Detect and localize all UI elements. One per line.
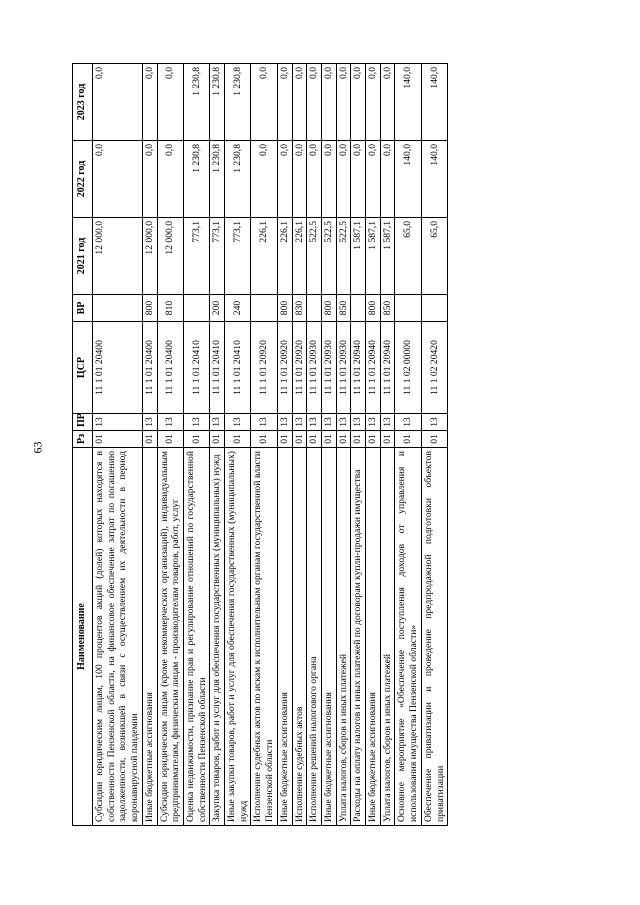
table-row bbox=[321, 64, 336, 826]
cell-rz: 01 bbox=[225, 431, 251, 448]
cell-y2021: 1 587,1 bbox=[351, 218, 366, 295]
cell-csr: 11 1 01 20940 bbox=[380, 322, 395, 414]
table-row bbox=[366, 64, 381, 826]
cell-csr: 11 1 01 20930 bbox=[336, 322, 351, 414]
cell-rz: 01 bbox=[210, 431, 225, 448]
cell-pr: 13 bbox=[366, 414, 381, 431]
cell-y2021: 226,1 bbox=[251, 218, 277, 295]
cell-vr: 800 bbox=[321, 295, 336, 322]
cell-y2023: 0,0 bbox=[292, 64, 307, 141]
cell-vr bbox=[307, 295, 322, 322]
cell-name: Иные бюджетные ассигнования bbox=[142, 448, 157, 826]
cell-y2023: 0,0 bbox=[307, 64, 322, 141]
cell-y2021: 1 587,1 bbox=[380, 218, 395, 295]
cell-vr: 800 bbox=[277, 295, 292, 322]
cell-rz: 01 bbox=[292, 431, 307, 448]
budget-table-container bbox=[72, 64, 568, 826]
cell-rz: 01 bbox=[336, 431, 351, 448]
cell-csr: 11 1 01 20920 bbox=[292, 322, 307, 414]
cell-rz: 01 bbox=[321, 431, 336, 448]
cell-y2021: 773,1 bbox=[183, 218, 209, 295]
col-header-name: Наименование bbox=[73, 448, 93, 826]
cell-vr: 800 bbox=[366, 295, 381, 322]
cell-vr bbox=[251, 295, 277, 322]
cell-vr: 850 bbox=[336, 295, 351, 322]
cell-y2023: 0,0 bbox=[277, 64, 292, 141]
cell-name: Иные закупки товаров, работ и услуг для обеспечения государственных (муниципальных) нужд bbox=[225, 448, 251, 826]
cell-csr: 11 1 01 20400 bbox=[157, 322, 183, 414]
cell-name: Исполнение судебных актов bbox=[292, 448, 307, 826]
cell-y2021: 1 587,1 bbox=[366, 218, 381, 295]
cell-y2022: 0,0 bbox=[157, 141, 183, 218]
cell-pr: 13 bbox=[93, 414, 143, 431]
cell-y2023: 0,0 bbox=[380, 64, 395, 141]
cell-y2021: 773,1 bbox=[210, 218, 225, 295]
cell-name: Субсидии юридическим лицам, 100 процентов акций (долей) которых находятся в собственности Пензенской области, на финансовое обеспечение затрат по погашению задолженности, возникшей в связи с осуществлением их деятельности в период коронавирусной пандемии bbox=[93, 448, 143, 826]
cell-csr: 11 1 01 20940 bbox=[366, 322, 381, 414]
cell-y2022: 1 230,8 bbox=[225, 141, 251, 218]
cell-name: Оценка недвижимости, признание прав и регулирование отношений по государственной собственности Пензенской области bbox=[183, 448, 209, 826]
cell-csr: 11 1 02 20420 bbox=[421, 322, 447, 414]
cell-y2023: 0,0 bbox=[351, 64, 366, 141]
cell-vr bbox=[351, 295, 366, 322]
cell-pr: 13 bbox=[183, 414, 209, 431]
cell-y2022: 0,0 bbox=[321, 141, 336, 218]
cell-vr: 850 bbox=[380, 295, 395, 322]
cell-y2023: 0,0 bbox=[251, 64, 277, 141]
cell-pr: 13 bbox=[380, 414, 395, 431]
cell-pr: 13 bbox=[157, 414, 183, 431]
cell-y2021: 773,1 bbox=[225, 218, 251, 295]
col-header-csr: ЦСР bbox=[73, 322, 93, 414]
cell-rz: 01 bbox=[277, 431, 292, 448]
col-header-rz: Рз bbox=[73, 431, 93, 448]
cell-y2021: 12 000,0 bbox=[93, 218, 143, 295]
cell-y2022: 0,0 bbox=[307, 141, 322, 218]
cell-y2022: 0,0 bbox=[292, 141, 307, 218]
cell-y2023: 140,0 bbox=[395, 64, 421, 141]
cell-name: Закупка товаров, работ и услуг для обеспечения государственных (муниципальных) нужд bbox=[210, 448, 225, 826]
cell-name: Расходы на оплату налогов и иных платежей по договорам купли-продажи имущества bbox=[351, 448, 366, 826]
cell-y2021: 226,1 bbox=[292, 218, 307, 295]
cell-y2023: 0,0 bbox=[142, 64, 157, 141]
cell-y2021: 522,5 bbox=[336, 218, 351, 295]
cell-pr: 13 bbox=[421, 414, 447, 431]
cell-y2022: 1 230,8 bbox=[183, 141, 209, 218]
cell-vr bbox=[93, 295, 143, 322]
cell-vr: 200 bbox=[210, 295, 225, 322]
cell-name: Обеспечение приватизации и проведение предпродажной подготовки объектов приватизации bbox=[421, 448, 447, 826]
cell-csr: 11 1 01 20400 bbox=[142, 322, 157, 414]
cell-y2023: 1 230,8 bbox=[183, 64, 209, 141]
cell-rz: 01 bbox=[366, 431, 381, 448]
col-header-2021: 2021 год bbox=[73, 218, 93, 295]
cell-csr: 11 1 01 20930 bbox=[307, 322, 322, 414]
table-row bbox=[210, 64, 225, 826]
cell-csr: 11 1 01 20920 bbox=[277, 322, 292, 414]
cell-rz: 01 bbox=[395, 431, 421, 448]
cell-rz: 01 bbox=[183, 431, 209, 448]
col-header-2023: 2023 год bbox=[73, 64, 93, 141]
cell-rz: 01 bbox=[93, 431, 143, 448]
cell-y2023: 0,0 bbox=[336, 64, 351, 141]
cell-y2022: 0,0 bbox=[277, 141, 292, 218]
cell-name: Иные бюджетные ассигнования bbox=[366, 448, 381, 826]
table-row bbox=[307, 64, 322, 826]
cell-rz: 01 bbox=[157, 431, 183, 448]
cell-y2021: 65,0 bbox=[395, 218, 421, 295]
cell-y2023: 0,0 bbox=[157, 64, 183, 141]
table-row bbox=[93, 64, 143, 826]
cell-y2023: 0,0 bbox=[321, 64, 336, 141]
table-row bbox=[277, 64, 292, 826]
table-row bbox=[351, 64, 366, 826]
cell-pr: 13 bbox=[225, 414, 251, 431]
cell-y2023: 0,0 bbox=[366, 64, 381, 141]
cell-pr: 13 bbox=[321, 414, 336, 431]
cell-name: Субсидии юридическим лицам (кроме некоммерческих организаций), индивидуальным предпринимателям, физическим лицам - производителям товаров, работ, услуг bbox=[157, 448, 183, 826]
cell-vr bbox=[183, 295, 209, 322]
cell-name: Иные бюджетные ассигнования bbox=[277, 448, 292, 826]
table-row bbox=[395, 64, 421, 826]
cell-y2023: 1 230,8 bbox=[210, 64, 225, 141]
cell-vr: 810 bbox=[157, 295, 183, 322]
table-row bbox=[183, 64, 209, 826]
cell-rz: 01 bbox=[351, 431, 366, 448]
cell-csr: 11 1 01 20920 bbox=[251, 322, 277, 414]
cell-y2022: 0,0 bbox=[380, 141, 395, 218]
cell-vr: 800 bbox=[142, 295, 157, 322]
cell-y2022: 140,0 bbox=[421, 141, 447, 218]
cell-pr: 13 bbox=[142, 414, 157, 431]
cell-y2022: 0,0 bbox=[142, 141, 157, 218]
cell-pr: 13 bbox=[210, 414, 225, 431]
cell-y2022: 1 230,8 bbox=[210, 141, 225, 218]
cell-rz: 01 bbox=[421, 431, 447, 448]
table-header-row bbox=[73, 64, 93, 826]
cell-csr: 11 1 02 00000 bbox=[395, 322, 421, 414]
cell-y2022: 0,0 bbox=[251, 141, 277, 218]
col-header-2022: 2022 год bbox=[73, 141, 93, 218]
cell-name: Основное мероприятие «Обеспечение поступления доходов от управления и использования имущества Пензенской области» bbox=[395, 448, 421, 826]
table-row bbox=[336, 64, 351, 826]
cell-y2021: 65,0 bbox=[421, 218, 447, 295]
cell-rz: 01 bbox=[380, 431, 395, 448]
budget-table bbox=[72, 63, 448, 826]
cell-name: Исполнение решений налогового органа bbox=[307, 448, 322, 826]
cell-csr: 11 1 01 20930 bbox=[321, 322, 336, 414]
cell-pr: 13 bbox=[307, 414, 322, 431]
cell-pr: 13 bbox=[395, 414, 421, 431]
cell-y2022: 0,0 bbox=[336, 141, 351, 218]
cell-vr: 240 bbox=[225, 295, 251, 322]
cell-csr: 11 1 01 20400 bbox=[93, 322, 143, 414]
table-row bbox=[225, 64, 251, 826]
cell-y2021: 12 000,0 bbox=[157, 218, 183, 295]
cell-name: Исполнение судебных актов по искам к исполнительным органам государственной власти Пензенской области bbox=[251, 448, 277, 826]
cell-vr bbox=[421, 295, 447, 322]
col-header-vr: ВР bbox=[73, 295, 93, 322]
cell-y2022: 140,0 bbox=[395, 141, 421, 218]
table-row bbox=[142, 64, 157, 826]
table-row bbox=[157, 64, 183, 826]
cell-pr: 13 bbox=[292, 414, 307, 431]
cell-rz: 01 bbox=[307, 431, 322, 448]
cell-csr: 11 1 01 20410 bbox=[183, 322, 209, 414]
cell-name: Иные бюджетные ассигнования bbox=[321, 448, 336, 826]
cell-y2021: 226,1 bbox=[277, 218, 292, 295]
cell-name: Уплата налогов, сборов и иных платежей bbox=[380, 448, 395, 826]
cell-name: Уплата налогов, сборов и иных платежей bbox=[336, 448, 351, 826]
cell-y2022: 0,0 bbox=[366, 141, 381, 218]
table-row bbox=[421, 64, 447, 826]
cell-y2021: 12 000,0 bbox=[142, 218, 157, 295]
cell-rz: 01 bbox=[251, 431, 277, 448]
cell-y2021: 522,5 bbox=[321, 218, 336, 295]
cell-csr: 11 1 01 20410 bbox=[210, 322, 225, 414]
cell-rz: 01 bbox=[142, 431, 157, 448]
cell-y2023: 0,0 bbox=[93, 64, 143, 141]
cell-y2022: 0,0 bbox=[93, 141, 143, 218]
cell-y2022: 0,0 bbox=[351, 141, 366, 218]
cell-pr: 13 bbox=[277, 414, 292, 431]
cell-vr: 830 bbox=[292, 295, 307, 322]
cell-y2023: 140,0 bbox=[421, 64, 447, 141]
col-header-pr: ПР bbox=[73, 414, 93, 431]
cell-csr: 11 1 01 20410 bbox=[225, 322, 251, 414]
table-row bbox=[251, 64, 277, 826]
cell-pr: 13 bbox=[251, 414, 277, 431]
cell-pr: 13 bbox=[351, 414, 366, 431]
table-row bbox=[292, 64, 307, 826]
cell-vr bbox=[395, 295, 421, 322]
cell-pr: 13 bbox=[336, 414, 351, 431]
table-row bbox=[380, 64, 395, 826]
cell-csr: 11 1 01 20940 bbox=[351, 322, 366, 414]
cell-y2023: 1 230,8 bbox=[225, 64, 251, 141]
page-number: 63 bbox=[30, 441, 45, 454]
cell-y2021: 522,5 bbox=[307, 218, 322, 295]
